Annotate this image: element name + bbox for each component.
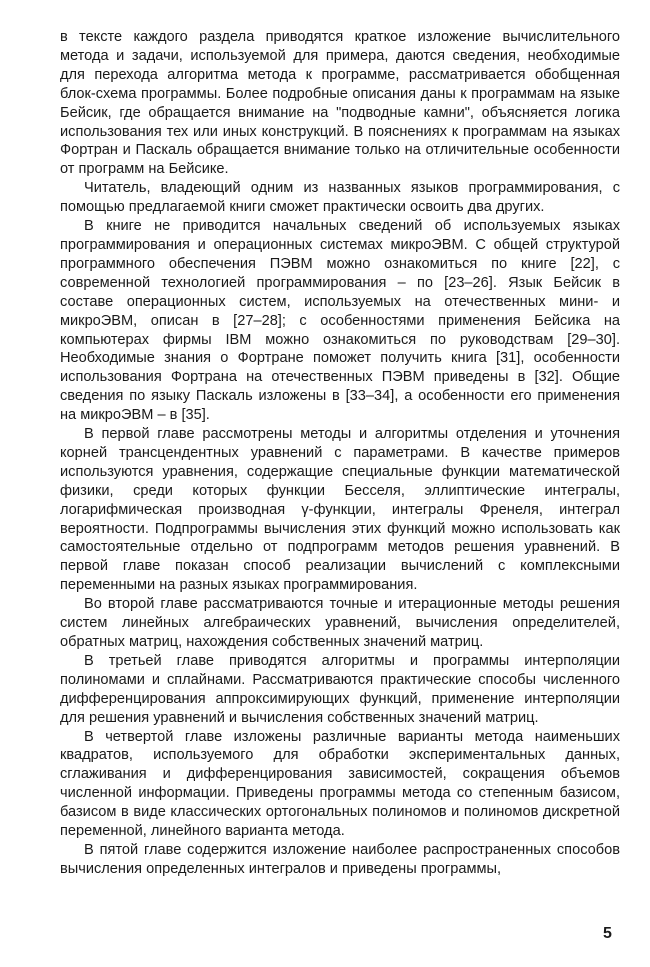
paragraph-chapter-3: В третьей главе приводятся алгоритмы и программы интерполяции полиномами и сплайнами. Рассматриваются практические способы численного дифференцирования аппроксимирующих функций, применение интерполяции для решения уравнений и вычисления собственных значений матриц. — [60, 652, 620, 726]
paragraph-reader: Читатель, владеющий одним из названных языков программирования, с помощью предлагаемой книги сможет практически освоить два других. — [60, 180, 620, 216]
paragraph-intro: в тексте каждого раздела приводятся краткое изложение вычислительного метода и задачи, используемой для примера, даются сведения, необходимые для перехода алгоритма метода к программе, рассматривается обобщенная блок-схема программы. Более подробные описания даны к программам на языке Бейсик, где обращается внимание на "подводные камни", объясняется логика использования тех или иных конструкций. В пояснениях к программам на языках Фортран и Паскаль обращается внимание только на отличительные особенности от программ на Бейсике. — [60, 29, 620, 178]
paragraph-chapter-4: В четвертой главе изложены различные варианты метода наименьших квадратов, используемого для обработки экспериментальных данных, сглаживания и дифференцирования зависимостей, сокращения объемов численной информации. Приведены программы метода со степенным базисом, базисом в виде классических ортогональных полиномов и полиномов дискретной переменной, линейного варианта метода. — [60, 728, 620, 840]
page-body — [60, 28, 620, 879]
page-number: 5 — [603, 925, 612, 942]
paragraph-chapter-1: В первой главе рассмотрены методы и алгоритмы отделения и уточнения корней трансцендентных уравнений с параметрами. В качестве примеров используются уравнения, содержащие специальные функции математической физики, среди которых функции Бесселя, эллиптические интегралы, логарифмическая производная γ-функции, интегралы Френеля, интеграл вероятности. Подпрограммы вычисления этих функций можно использовать как самостоятельные отдельно от подпрограмм методов решения уравнений. В первой главе показан способ реализации вычислений с комплексными переменными на разных языках программирования. — [60, 426, 620, 594]
paragraph-chapter-5: В пятой главе содержится изложение наиболее распространенных способов вычисления определенных интегралов и приведены программы, — [60, 841, 620, 877]
paragraph-chapter-2: Во второй главе рассматриваются точные и итерационные методы решения систем линейных алгебраических уравнений, вычисления определителей, обратных матриц, нахождения собственных значений матриц. — [60, 596, 620, 650]
paragraph-references: В книге не приводится начальных сведений об используемых языках программирования и операционных системах микроЭВМ. С общей структурой программного обеспечения ПЭВМ можно ознакомиться по книге [22], с современной технологией программирования – по [23–26]. Язык Бейсик в составе операционных систем, используемых на отечественных мини- и микроЭВМ, описан в [27–28]; с особенностями применения Бейсика на компьютерах фирмы IBM можно ознакомиться по руководствам [29–30]. Необходимые знания о Фортране поможет получить книга [31], особенности использования Фортрана на отечественных ПЭВМ приведены в [32]. Общие сведения по языку Паскаль изложены в [33–34], а особенности его применения на микроЭВМ – в [35]. — [60, 218, 620, 424]
